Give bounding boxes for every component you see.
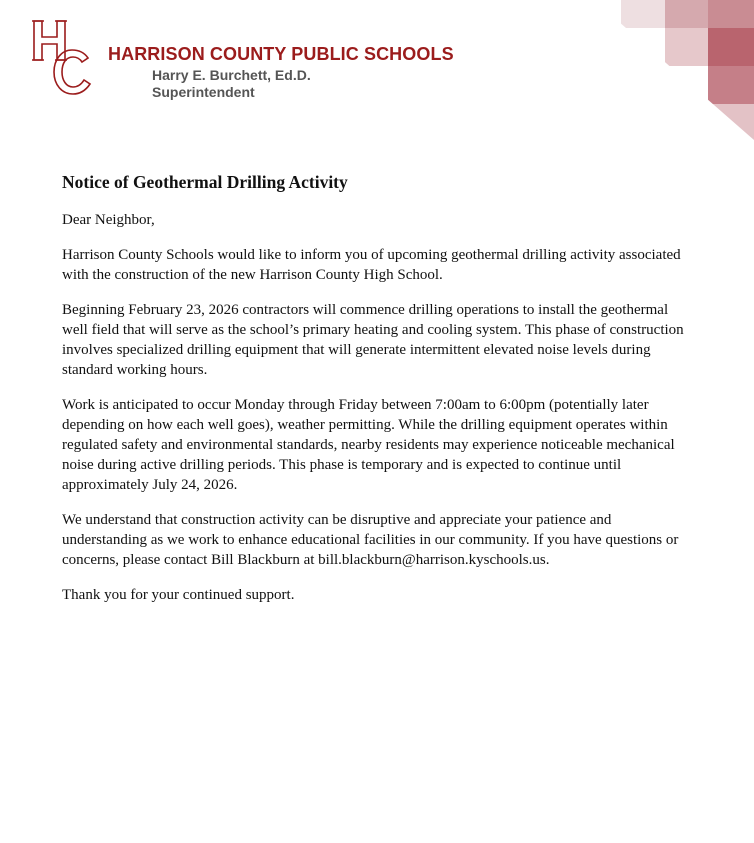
corner-decoration: [584, 0, 754, 140]
closing: Thank you for your continued support.: [62, 587, 295, 603]
letter-title: Notice of Geothermal Drilling Activity: [62, 172, 348, 192]
letter-body: [62, 172, 692, 620]
superintendent-name: Harry E. Burchett, Ed.D.: [152, 67, 311, 83]
paragraph-schedule: Beginning February 23, 2026 contractors will commence drilling operations to install the geothermal well field that will serve as the school’s primary heating and cooling system. This phase of construction involves specialized drilling equipment that will generate intermittent elevated noise levels during standard working hours.: [62, 302, 684, 378]
paragraph-work-hours: Work is anticipated to occur Monday through Friday between 7:00am to 6:00pm (potentially later depending on how each well goes), weather permitting. While the drilling equipment operates within regulated safety and environmental standards, nearby residents may experience noticeable mechanical noise during active drilling periods. This phase is temporary and is expected to continue until approximately July 24, 2026.: [62, 397, 675, 493]
paragraph-contact: We understand that construction activity can be disruptive and appreciate your patience and understanding as we work to enhance educational facilities in our community. If you have questions or concerns, please contact Bill Blackburn at bill.blackburn@harrison.kyschools.us.: [62, 512, 679, 568]
district-logo: [30, 18, 96, 98]
paragraph-intro: Harrison County Schools would like to inform you of upcoming geothermal drilling activity associated with the construction of the new Harrison County High School.: [62, 247, 681, 283]
salutation: Dear Neighbor,: [62, 212, 155, 228]
district-name: HARRISON COUNTY PUBLIC SCHOOLS: [108, 44, 454, 64]
superintendent-title: Superintendent: [152, 84, 255, 100]
